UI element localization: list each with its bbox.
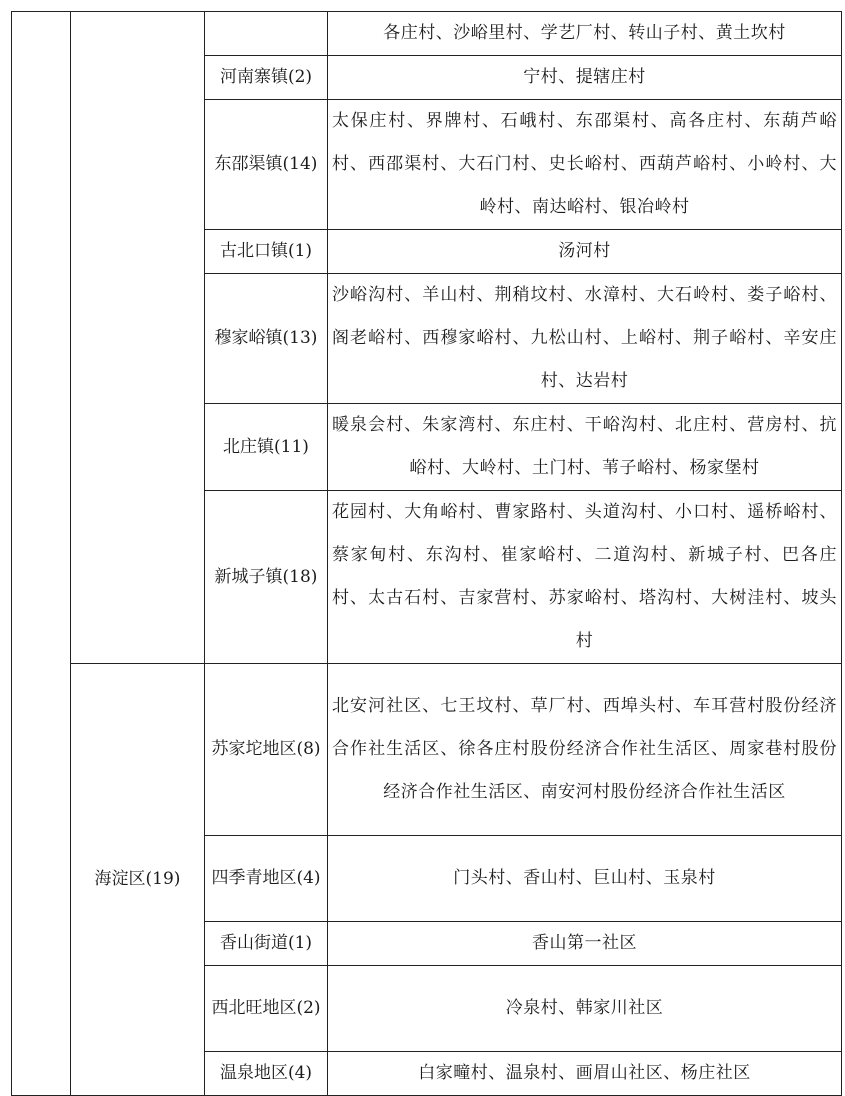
villages-cell: 宁村、提辖庄村: [328, 56, 842, 100]
villages-cell: 汤河村: [328, 230, 842, 274]
villages-cell: 各庄村、沙峪里村、学艺厂村、转山子村、黄土坎村: [328, 12, 842, 56]
town-cell: 古北口镇(1): [205, 230, 328, 274]
town-cell: [205, 12, 328, 56]
town-cell: 新城子镇(18): [205, 491, 328, 664]
villages-cell: 太保庄村、界牌村、石峨村、东邵渠村、高各庄村、东葫芦峪村、西邵渠村、大石门村、史长峪村、西葫芦峪村、小岭村、大岭村、南达峪村、银冶岭村: [328, 100, 842, 230]
villages-cell: 花园村、大角峪村、曹家路村、头道沟村、小口村、遥桥峪村、蔡家甸村、东沟村、崔家峪村、二道沟村、新城子村、巴各庄村、太古石村、吉家营村、苏家峪村、塔沟村、大树洼村、坡头村: [328, 491, 842, 664]
town-cell: 西北旺地区(2): [205, 966, 328, 1052]
villages-cell: 沙峪沟村、羊山村、荆稍坟村、水漳村、大石岭村、娄子峪村、阁老峪村、西穆家峪村、九松山村、上峪村、荆子峪村、辛安庄村、达岩村: [328, 274, 842, 404]
table-row: [12, 12, 842, 56]
district-cell: 海淀区(19): [71, 664, 205, 1096]
table-row: [12, 664, 842, 836]
town-cell: 苏家坨地区(8): [205, 664, 328, 836]
town-cell: 北庄镇(11): [205, 404, 328, 491]
villages-cell: 暖泉会村、朱家湾村、东庄村、干峪沟村、北庄村、营房村、抗峪村、大岭村、土门村、苇子峪村、杨家堡村: [328, 404, 842, 491]
villages-cell: 北安河社区、七王坟村、草厂村、西埠头村、车耳营村股份经济合作社生活区、徐各庄村股份经济合作社生活区、周家巷村股份经济合作社生活区、南安河村股份经济合作社生活区: [328, 664, 842, 836]
villages-cell: 香山第一社区: [328, 922, 842, 966]
villages-cell: 门头村、香山村、巨山村、玉泉村: [328, 836, 842, 922]
town-cell: 河南寨镇(2): [205, 56, 328, 100]
index-cell: [12, 12, 71, 1096]
town-cell: 香山街道(1): [205, 922, 328, 966]
table-body: [12, 12, 842, 1096]
villages-cell: 白家疃村、温泉村、画眉山社区、杨庄社区: [328, 1052, 842, 1096]
town-cell: 四季青地区(4): [205, 836, 328, 922]
town-cell: 温泉地区(4): [205, 1052, 328, 1096]
town-cell: 穆家峪镇(13): [205, 274, 328, 404]
town-cell: 东邵渠镇(14): [205, 100, 328, 230]
district-cell: [71, 12, 205, 664]
villages-cell: 冷泉村、韩家川社区: [328, 966, 842, 1052]
village-list-table: [11, 11, 842, 1096]
